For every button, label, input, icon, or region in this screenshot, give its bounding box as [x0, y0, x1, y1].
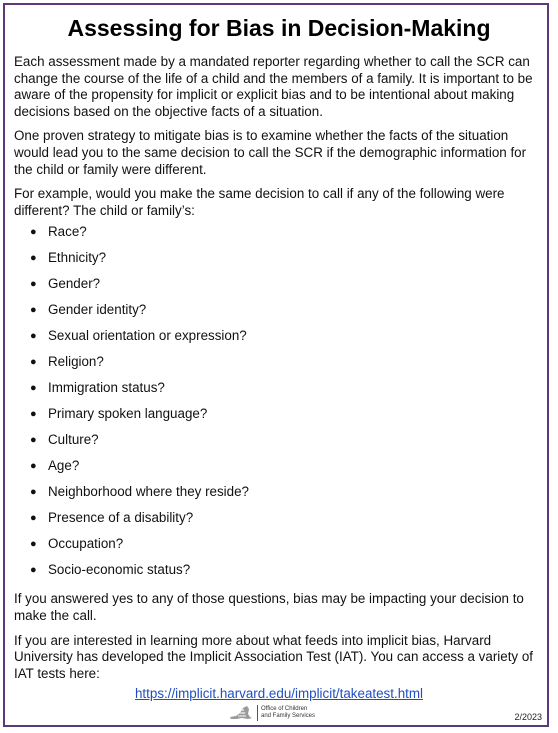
list-item — [14, 327, 544, 353]
list-item-text: Sexual orientation or expression? — [48, 328, 247, 344]
example-paragraph: For example, would you make the same decision to call if any of the following were different? The child or family’s: — [14, 186, 505, 218]
iat-link[interactable]: https://implicit.harvard.edu/implicit/takeatest.html — [134, 686, 423, 702]
list-item — [14, 249, 544, 275]
list-item-text: Gender identity? — [48, 302, 147, 318]
list-item-text: Race? — [48, 224, 87, 240]
demographic-list — [14, 223, 544, 587]
bullet-icon: ● — [30, 382, 37, 395]
page-title: Assessing for Bias in Decision-Making — [67, 15, 491, 41]
logo-line-1: Office of Children — [261, 706, 308, 712]
bullet-icon: ● — [30, 304, 37, 317]
bullet-icon: ● — [30, 330, 37, 343]
list-item — [14, 301, 544, 327]
list-item — [14, 353, 544, 379]
logo-state-line-2: YORK — [238, 712, 246, 715]
bullet-icon: ● — [30, 356, 37, 369]
intro-paragraph: Each assessment made by a mandated reporter regarding whether to call the SCR can change the course of the life of a child and the members of a family. It is important to be aware of the propensity for implicit or explicit bias and to be intentional about making decisions based on the objective facts of a situation. — [14, 54, 533, 119]
logo-state-line-3: STATE — [238, 715, 247, 718]
bullet-icon: ● — [30, 434, 37, 447]
list-item — [14, 405, 544, 431]
conclusion-paragraph: If you answered yes to any of those questions, bias may be impacting your decision to make the call. — [14, 591, 524, 623]
list-item-text: Ethnicity? — [48, 250, 107, 266]
list-item — [14, 561, 544, 587]
list-item — [14, 483, 544, 509]
list-item-text: Culture? — [48, 432, 99, 448]
bullet-icon: ● — [30, 564, 37, 577]
list-item — [14, 275, 544, 301]
list-item — [14, 223, 544, 249]
list-item — [14, 535, 544, 561]
new-york-state-map-icon — [228, 705, 254, 721]
bullet-icon: ● — [30, 512, 37, 525]
list-item-text: Gender? — [48, 276, 101, 292]
list-item-text: Presence of a disability? — [48, 510, 194, 526]
strategy-paragraph: One proven strategy to mitigate bias is to examine whether the facts of the situation would lead you to the same decision to call the SCR if the demographic information for the child or family were different. — [14, 128, 527, 177]
bullet-icon: ● — [30, 252, 37, 265]
list-item — [14, 509, 544, 535]
list-item — [14, 379, 544, 405]
bullet-icon: ● — [30, 226, 37, 239]
learn-more-paragraph: If you are interested in learning more about what feeds into implicit bias, Harvard University has developed the Implicit Association Test (IAT). You can access a variety of IAT tests here: — [14, 632, 534, 681]
bullet-icon: ● — [30, 278, 37, 291]
logo-state-line-1: NEW — [238, 709, 245, 712]
logo-divider — [257, 705, 258, 721]
list-item-text: Immigration status? — [48, 380, 165, 396]
list-item-text: Primary spoken language? — [48, 406, 208, 422]
logo-text — [261, 706, 315, 720]
publication-date: 2/2023 — [514, 712, 542, 722]
list-item-text: Religion? — [48, 354, 104, 370]
bullet-icon: ● — [30, 486, 37, 499]
list-item-text: Neighborhood where they reside? — [48, 484, 249, 500]
bullet-icon: ● — [30, 408, 37, 421]
bullet-icon: ● — [30, 538, 37, 551]
list-item-text: Socio-economic status? — [48, 562, 191, 578]
list-item — [14, 431, 544, 457]
list-item-text: Occupation? — [48, 536, 124, 552]
list-item-text: Age? — [48, 458, 80, 474]
document-body — [14, 54, 544, 703]
ocfs-logo — [228, 703, 315, 723]
logo-line-2: and Family Services — [261, 713, 316, 719]
bullet-icon: ● — [30, 460, 37, 473]
list-item — [14, 457, 544, 483]
